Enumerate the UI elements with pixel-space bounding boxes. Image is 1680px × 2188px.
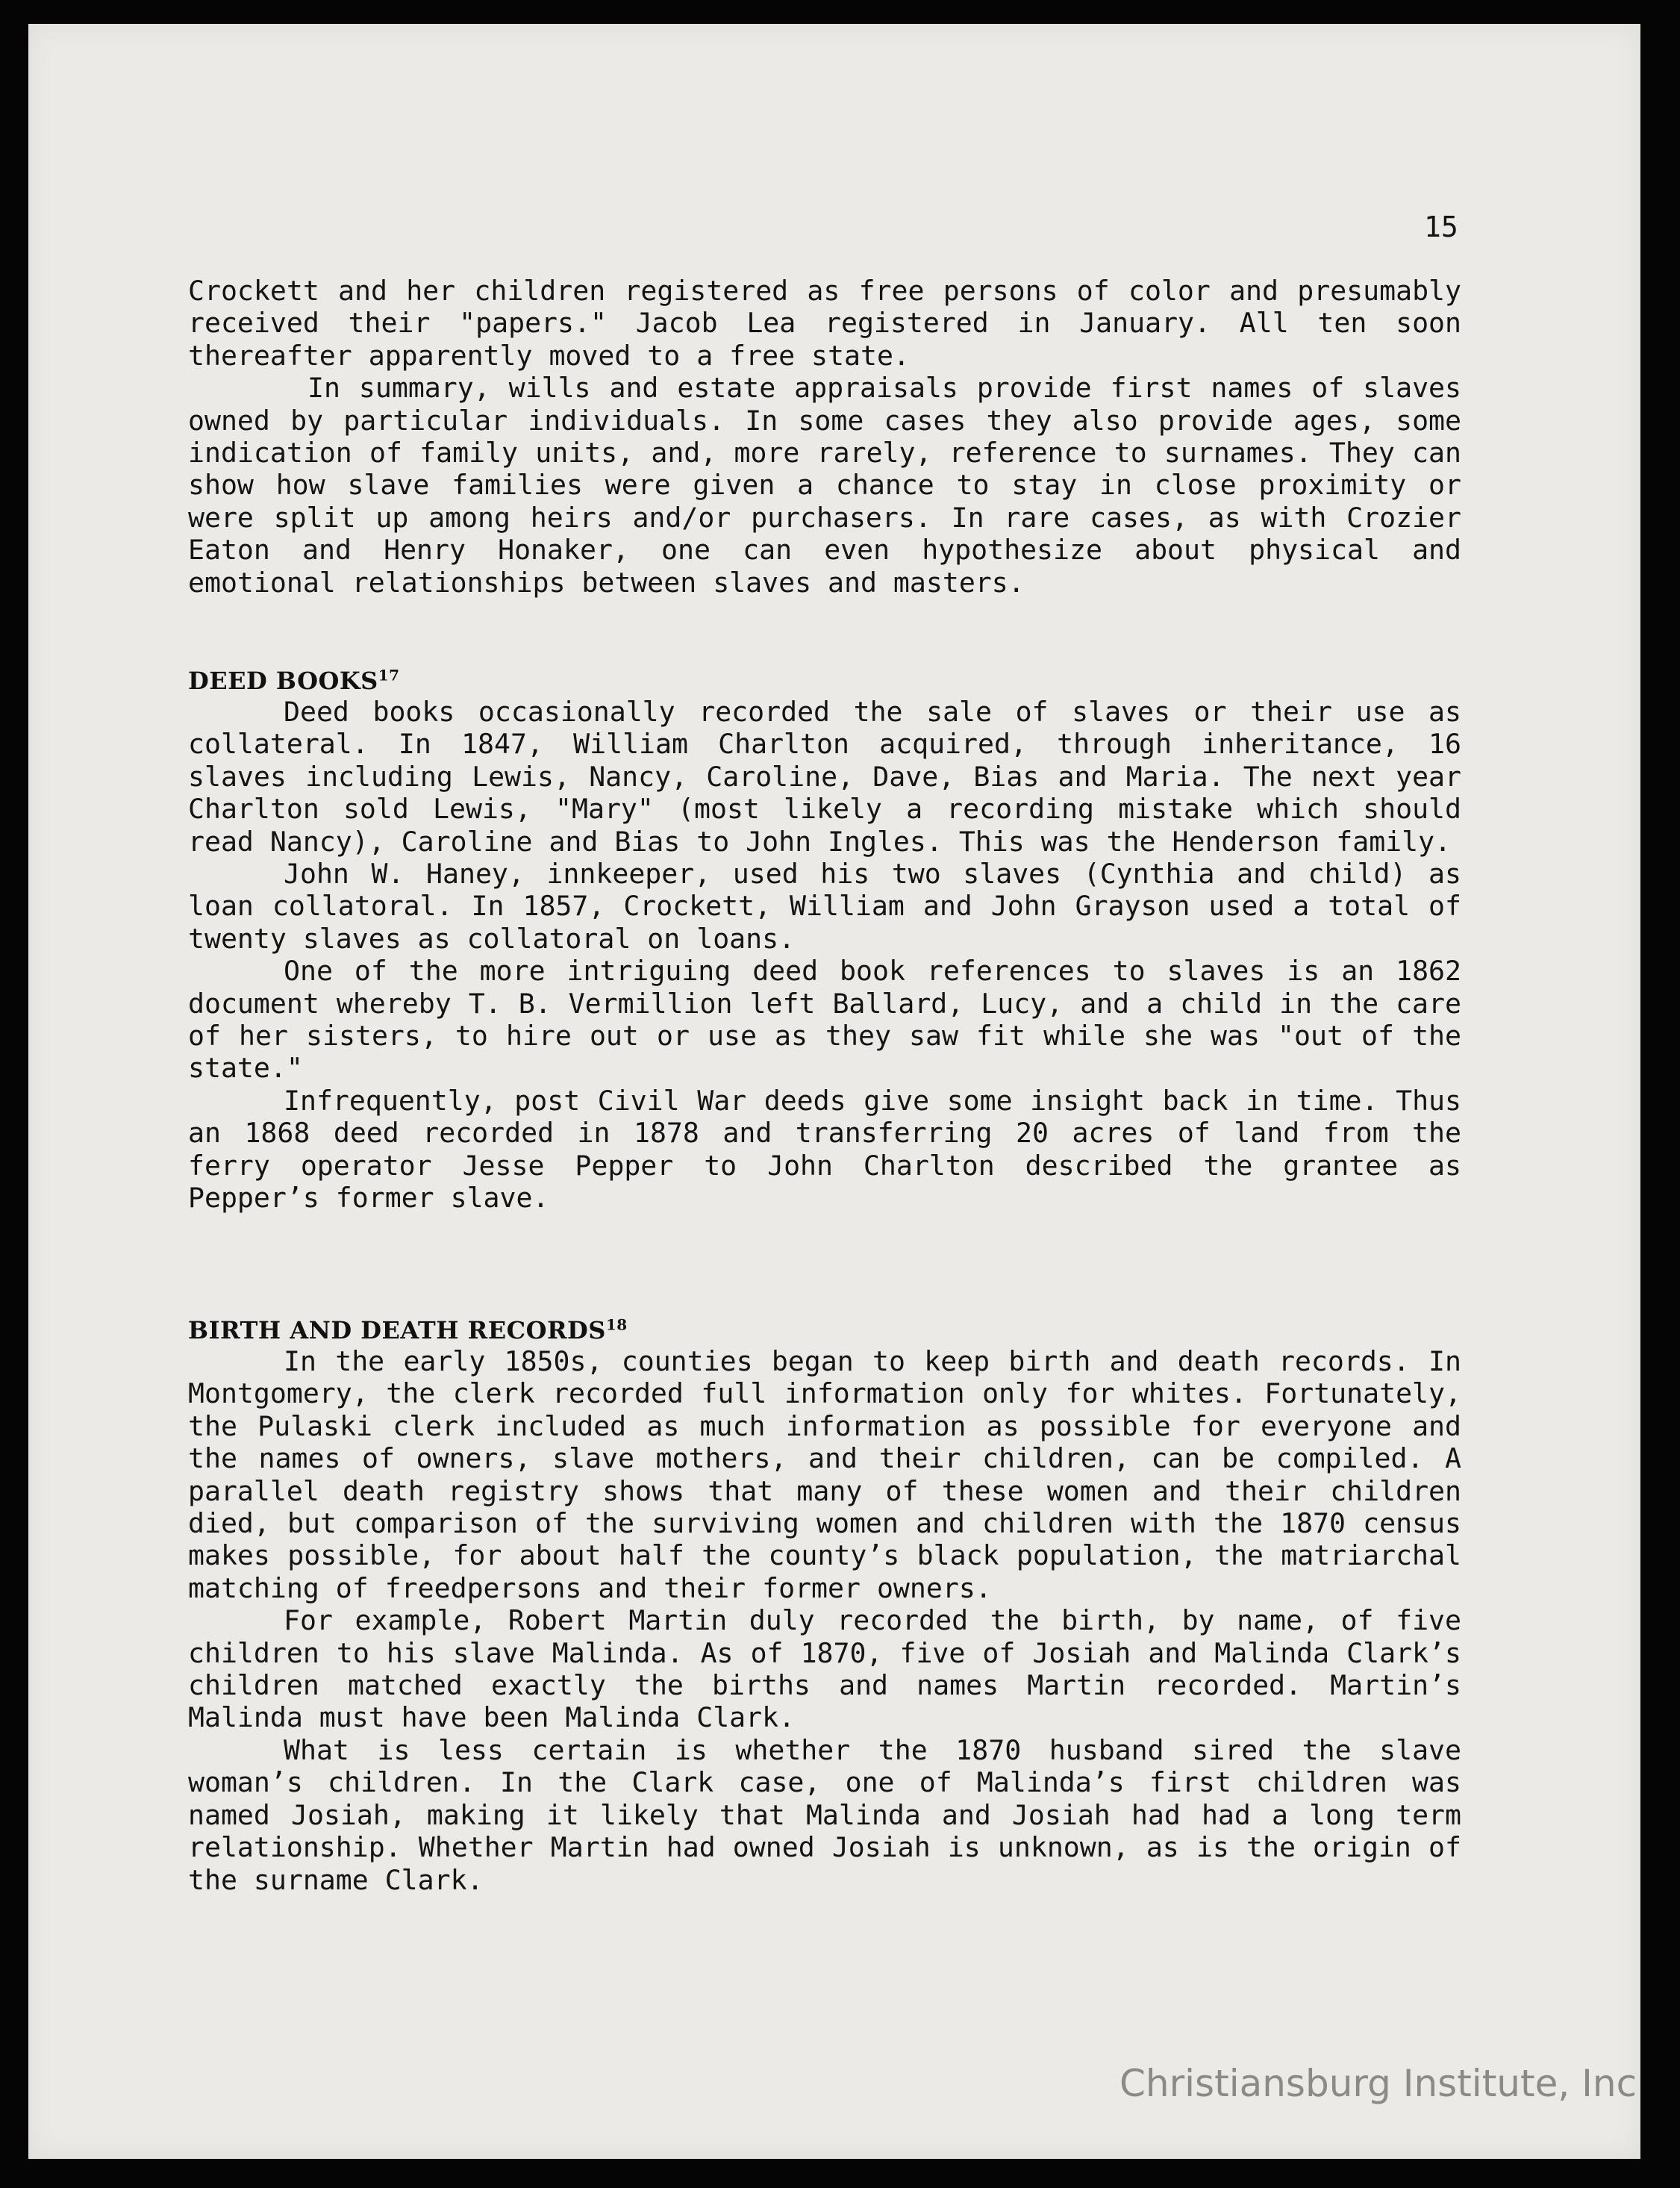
birth-death-paragraph-3: What is less certain is whether the 1870 husband sired the slave woman’s children. In the Clark case, one of Malinda’s first children was named Josiah, making it likely that Malinda and Josiah had had a long term relationship. Whether Martin had owned Josiah is unknown, as is the origin of the surname Clark. [188, 1733, 1461, 1896]
deed-books-heading-text: DEED BOOKS [188, 667, 378, 695]
deed-books-section [188, 666, 1461, 1215]
footnote-marker-18: 18 [605, 1315, 628, 1334]
watermark-text: Christiansburg Institute, Inc [1120, 2062, 1637, 2105]
deed-books-paragraph-1: Deed books occasionally recorded the sale of slaves or their use as collateral. In 1847, William Charlton acquired, through inheritance, 16 slaves including Lewis, Nancy, Caroline, Dave, Bias and Maria. The next year Charlton sold Lewis, "Mary" (most likely a recording mistake which should read Nancy), Caroline and Bias to John Ingles. This was the Henderson family. [188, 696, 1461, 858]
birth-death-paragraph-1: In the early 1850s, counties began to keep birth and death records. In Montgomery, the clerk recorded full information only for whites. Fortunately, the Pulaski clerk included as much information as possible for everyone and the names of owners, slave mothers, and their children, can be compiled. A parallel death registry shows that many of these women and their children died, but comparison of the surviving women and children with the 1870 census makes possible, for about half the county’s black population, the matriarchal matching of freedpersons and their former owners. [188, 1345, 1461, 1604]
deed-books-paragraph-4: Infrequently, post Civil War deeds give some insight back in time. Thus an 1868 deed recorded in 1878 and transferring 20 acres of land from the ferry operator Jesse Pepper to John Charlton described the grantee as Pepper’s former slave. [188, 1084, 1461, 1215]
birth-death-section [188, 1315, 1461, 1896]
footnote-marker-17: 17 [378, 666, 400, 685]
deed-books-paragraph-3: One of the more intriguing deed book references to slaves is an 1862 document whereby T. B. Vermillion left Ballard, Lucy, and a child in the care of her sisters, to hire out or use as they saw fit while she was "out of the state." [188, 955, 1461, 1085]
page-number: 15 [1424, 211, 1458, 243]
intro-section [188, 275, 1461, 599]
deed-books-heading [188, 666, 1461, 696]
intro-paragraph-2: In summary, wills and estate appraisals provide first names of slaves owned by particular individuals. In some cases they also provide ages, some indication of family units, and, more rarely, reference to surnames. They can show how slave families were given a chance to stay in close proximity or were split up among heirs and/or purchasers. In rare cases, as with Crozier Eaton and Henry Honaker, one can even hypothesize about physical and emotional relationships between slaves and masters. [188, 372, 1461, 599]
deed-books-paragraph-2: John W. Haney, innkeeper, used his two slaves (Cynthia and child) as loan collatoral. In 1857, Crockett, William and John Grayson used a total of twenty slaves as collatoral on loans. [188, 858, 1461, 955]
intro-paragraph-1: Crockett and her children registered as free persons of color and presumably received their "papers." Jacob Lea registered in January. All ten soon thereafter apparently moved to a free state. [188, 275, 1461, 372]
birth-death-paragraph-2: For example, Robert Martin duly recorded the birth, by name, of five children to his slave Malinda. As of 1870, five of Josiah and Malinda Clark’s children matched exactly the births and names Martin recorded. Martin’s Malinda must have been Malinda Clark. [188, 1604, 1461, 1734]
birth-death-heading-text: BIRTH AND DEATH RECORDS [188, 1316, 606, 1344]
birth-death-heading [188, 1315, 1461, 1345]
